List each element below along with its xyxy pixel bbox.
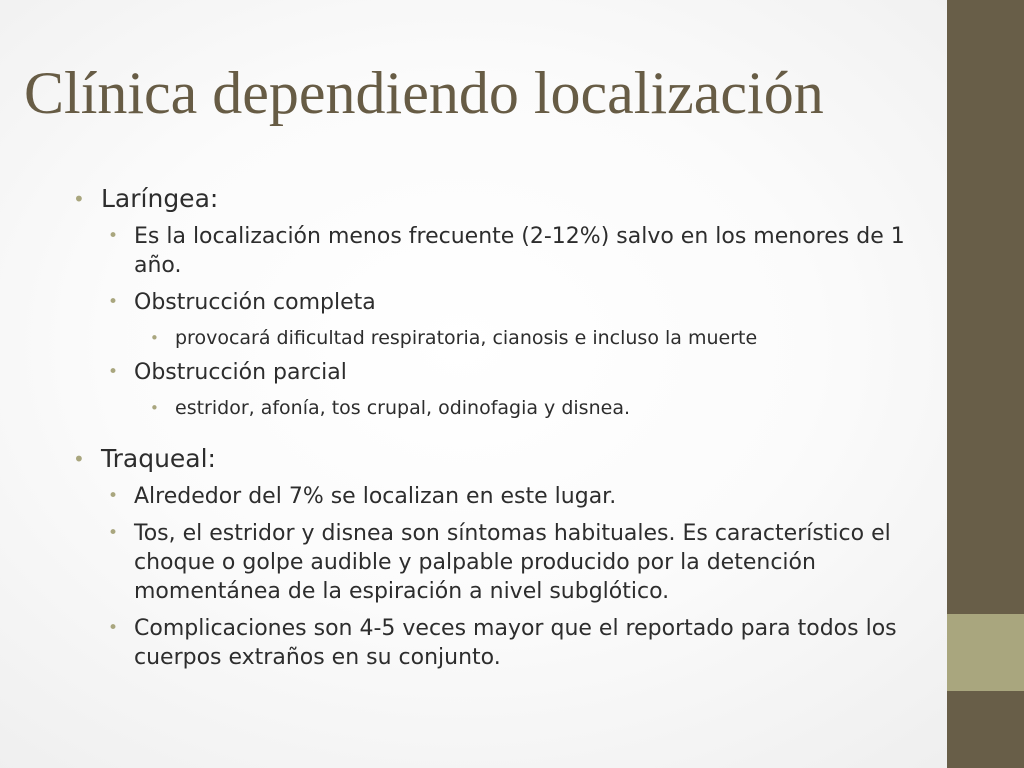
- bullet-text: Complicaciones son 4-5 veces mayor que el reportado para todos los cuerpos extraños en su conjunto.: [134, 616, 897, 670]
- bullet-complicaciones: [70, 614, 910, 672]
- bullet-frecuencia: [70, 222, 910, 280]
- bullet-obstruccion-parcial: [70, 358, 910, 387]
- bullet-icon: •: [108, 486, 119, 506]
- sub-bullet-obstruccion-parcial: [70, 396, 910, 420]
- bullet-icon: •: [108, 362, 119, 382]
- right-accent-block: [947, 614, 1024, 691]
- section-heading: Laríngea:: [101, 184, 219, 213]
- sub-bullet-text: estridor, afonía, tos crupal, odinofagia y disnea.: [175, 397, 630, 419]
- bullet-sintomas: [70, 519, 910, 606]
- bullet-icon: •: [108, 523, 119, 543]
- sub-bullet-text: provocará dificultad respiratoria, cianosis e incluso la muerte: [175, 327, 758, 349]
- bullet-icon: •: [108, 618, 119, 638]
- bullet-porcentaje: [70, 482, 910, 511]
- bullet-icon: •: [150, 329, 159, 347]
- bullet-text: Alrededor del 7% se localizan en este lugar.: [134, 484, 617, 509]
- bullet-text: Obstrucción parcial: [134, 360, 347, 385]
- slide-content: [70, 184, 910, 672]
- bullet-text: Tos, el estridor y disnea son síntomas habituales. Es característico el choque o golpe audible y palpable producido por la detención momentánea de la espiración a nivel subglótico.: [134, 521, 891, 604]
- section-heading: Traqueal:: [101, 444, 216, 473]
- slide-title: Clínica dependiendo localización: [24, 60, 824, 126]
- bullet-text: Es la localización menos frecuente (2-12%) salvo en los menores de 1 año.: [134, 224, 905, 278]
- bullet-icon: •: [108, 292, 119, 312]
- bullet-obstruccion-completa: [70, 288, 910, 317]
- bullet-icon: •: [150, 399, 159, 417]
- bullet-icon: •: [73, 187, 85, 211]
- bullet-laringea: [70, 184, 910, 214]
- sub-bullet-obstruccion-completa: [70, 326, 910, 350]
- bullet-traqueal: [70, 444, 910, 474]
- bullet-icon: •: [73, 447, 85, 471]
- bullet-text: Obstrucción completa: [134, 290, 376, 315]
- bullet-icon: •: [108, 226, 119, 246]
